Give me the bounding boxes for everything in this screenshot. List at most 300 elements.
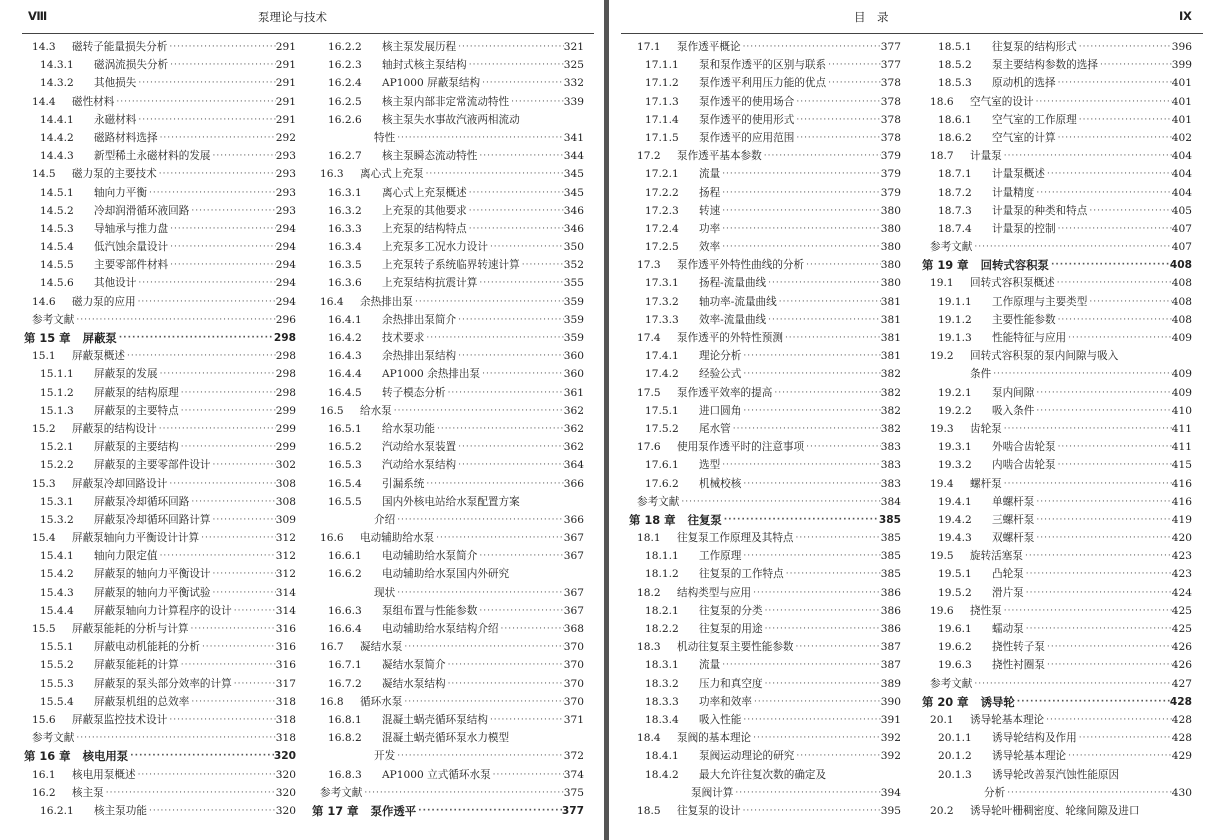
toc-entry[interactable]	[312, 565, 584, 583]
toc-section-title: 工作原理与主要类型	[992, 295, 1088, 308]
toc-section-title: 单螺杆泵	[992, 495, 1035, 508]
toc-section-title: 三螺杆泵	[992, 513, 1035, 526]
toc-entry[interactable]	[312, 93, 584, 111]
toc-entry[interactable]	[629, 565, 901, 583]
toc-entry[interactable]	[24, 675, 296, 693]
toc-section-number: 17.3	[637, 259, 661, 272]
dot-leader	[189, 493, 275, 511]
toc-entry[interactable]	[312, 384, 584, 402]
toc-entry[interactable]	[922, 747, 1192, 765]
toc-entry[interactable]	[922, 129, 1192, 147]
toc-entry[interactable]	[312, 147, 584, 165]
toc-entry[interactable]	[24, 220, 296, 238]
toc-page-number: 416	[1171, 477, 1192, 490]
toc-section-title: 计量泵的控制	[992, 222, 1056, 235]
toc-entry[interactable]	[922, 202, 1192, 220]
toc-entry[interactable]	[922, 547, 1192, 565]
dot-leader	[1087, 293, 1171, 311]
toc-page-number: 384	[880, 495, 901, 508]
toc-page-number: 377	[880, 41, 901, 53]
dot-leader	[147, 802, 276, 820]
dot-leader	[480, 74, 564, 92]
toc-entry[interactable]	[312, 165, 584, 183]
toc-section-title: 吸入条件	[992, 404, 1035, 417]
toc-entry[interactable]	[24, 620, 296, 638]
toc-page-number: 344	[563, 150, 584, 163]
toc-section-title: 泵阀计算	[691, 786, 734, 799]
toc-entry[interactable]	[922, 420, 1192, 438]
dot-leader	[158, 129, 276, 147]
toc-entry[interactable]	[312, 329, 584, 347]
toc-entry[interactable]	[629, 347, 901, 365]
toc-entry[interactable]	[922, 766, 1192, 784]
dot-leader	[467, 220, 564, 238]
toc-entry[interactable]	[24, 365, 296, 383]
toc-page-number: 291	[275, 59, 296, 72]
toc-entry[interactable]	[312, 456, 584, 474]
dot-leader	[766, 274, 881, 292]
toc-entry[interactable]	[629, 693, 901, 711]
toc-section-title: 磁力泵的应用	[72, 295, 136, 308]
toc-section-number: 17.5	[637, 386, 661, 399]
toc-entry[interactable]	[24, 438, 296, 456]
toc-entry[interactable]	[922, 184, 1192, 202]
toc-entry[interactable]	[312, 711, 584, 729]
toc-entry[interactable]	[629, 711, 901, 729]
toc-entry[interactable]	[312, 675, 584, 693]
toc-section-number: 18.7.1	[938, 168, 972, 181]
toc-page-number: 426	[1171, 659, 1192, 672]
dot-leader	[104, 784, 276, 802]
toc-section-title: 电动辅助给水泵	[360, 532, 435, 545]
toc-page-number: 390	[880, 695, 901, 708]
toc-entry[interactable]	[24, 638, 296, 656]
toc-section-number: 18.3	[637, 641, 661, 654]
toc-entry[interactable]	[312, 129, 584, 147]
toc-entry[interactable]	[629, 56, 901, 74]
dot-leader	[446, 656, 564, 674]
toc-section-title: 循环水泵	[360, 695, 403, 708]
toc-entry[interactable]	[922, 56, 1192, 74]
toc-entry[interactable]	[922, 602, 1192, 620]
toc-chapter-entry[interactable]	[922, 693, 1192, 711]
toc-entry[interactable]	[24, 384, 296, 402]
toc-entry[interactable]	[24, 802, 296, 820]
toc-section-title: 泵作透平外特性曲线的分析	[677, 259, 805, 272]
toc-entry[interactable]	[922, 347, 1192, 365]
toc-chapter-entry[interactable]	[922, 256, 1192, 274]
toc-section-title: 转速	[699, 204, 721, 217]
toc-entry[interactable]	[922, 402, 1192, 420]
toc-entry[interactable]	[922, 511, 1192, 529]
toc-entry[interactable]	[629, 620, 901, 638]
toc-entry[interactable]	[629, 493, 901, 511]
left-page-number: Ⅷ	[28, 9, 48, 23]
dot-leader	[491, 766, 564, 784]
toc-entry[interactable]	[629, 747, 901, 765]
toc-page-number: 367	[563, 586, 584, 599]
dot-leader	[1056, 129, 1172, 147]
toc-entry[interactable]	[24, 656, 296, 674]
toc-entry[interactable]	[24, 475, 296, 493]
toc-entry[interactable]	[24, 129, 296, 147]
toc-page-number: 383	[880, 441, 901, 454]
dot-leader	[1034, 384, 1171, 402]
toc-entry[interactable]	[629, 165, 901, 183]
toc-entry[interactable]	[922, 238, 1192, 256]
toc-entry[interactable]	[24, 256, 296, 274]
toc-page-number: 370	[563, 641, 584, 654]
dot-leader	[1034, 402, 1171, 420]
toc-entry[interactable]	[629, 438, 901, 456]
toc-entry[interactable]	[312, 493, 584, 511]
dot-leader	[477, 147, 563, 165]
dot-leader	[763, 620, 881, 638]
dot-leader	[720, 184, 881, 202]
toc-entry[interactable]	[922, 711, 1192, 729]
toc-section-title: 扬程	[699, 186, 721, 199]
toc-page-number: 383	[880, 459, 901, 472]
toc-entry[interactable]	[922, 656, 1192, 674]
toc-entry[interactable]	[24, 547, 296, 565]
toc-entry[interactable]	[922, 729, 1192, 747]
toc-page-number: 316	[275, 623, 296, 635]
toc-page-number: 382	[880, 422, 901, 435]
toc-entry[interactable]	[312, 602, 584, 620]
toc-section-title: 诱导轮叶栅稠密度、轮缘间隙及进口	[970, 804, 1140, 817]
toc-entry[interactable]	[312, 620, 584, 638]
toc-section-number: 15.3.1	[40, 495, 74, 508]
dot-leader	[1049, 256, 1170, 274]
toc-entry[interactable]	[629, 274, 901, 292]
dot-leader	[1118, 347, 1192, 365]
toc-entry[interactable]	[922, 274, 1192, 292]
toc-entry[interactable]	[312, 111, 584, 129]
toc-entry[interactable]	[24, 238, 296, 256]
toc-page-number: 385	[880, 532, 901, 545]
toc-page-number: 428	[1171, 732, 1192, 745]
toc-page-number: 379	[880, 168, 901, 181]
toc-page-number: 382	[880, 404, 901, 417]
toc-entry[interactable]	[312, 347, 584, 365]
toc-entry[interactable]	[24, 729, 296, 747]
toc-entry[interactable]	[24, 293, 296, 311]
toc-entry[interactable]	[312, 638, 584, 656]
dot-leader	[972, 675, 1171, 693]
dot-leader	[1005, 784, 1172, 802]
toc-entry[interactable]	[312, 784, 584, 802]
toc-entry[interactable]	[312, 365, 584, 383]
toc-section-number: 16.4.2	[328, 332, 362, 344]
dot-leader	[168, 238, 276, 256]
toc-entry[interactable]	[629, 38, 901, 56]
toc-entry[interactable]	[24, 38, 296, 56]
toc-entry[interactable]	[629, 147, 901, 165]
toc-entry[interactable]	[24, 93, 296, 111]
dot-leader	[752, 693, 881, 711]
toc-entry[interactable]	[629, 74, 901, 92]
toc-entry[interactable]	[24, 584, 296, 602]
dot-leader	[804, 256, 881, 274]
toc-entry[interactable]	[629, 293, 901, 311]
toc-entry[interactable]	[922, 384, 1192, 402]
toc-entry[interactable]	[922, 438, 1192, 456]
toc-chapter-entry[interactable]	[312, 802, 584, 820]
toc-entry[interactable]	[629, 475, 901, 493]
toc-section-number: 16.2.1	[40, 804, 74, 817]
toc-entry[interactable]	[24, 202, 296, 220]
toc-entry[interactable]	[922, 493, 1192, 511]
toc-section-number: 19.3	[930, 422, 954, 435]
toc-entry[interactable]	[24, 602, 296, 620]
toc-section-title: 转子模态分析	[382, 386, 446, 399]
toc-section-number: 14.5.1	[40, 186, 74, 199]
toc-section-number: 15.5.3	[40, 677, 74, 690]
toc-page-number: 312	[275, 568, 296, 581]
dot-leader	[1077, 111, 1172, 129]
toc-entry[interactable]	[922, 565, 1192, 583]
toc-page-number: 360	[563, 350, 584, 363]
toc-section-title: 核主泵瞬态流动特性	[382, 150, 478, 163]
toc-entry[interactable]	[629, 456, 901, 474]
toc-entry[interactable]	[312, 438, 584, 456]
toc-entry[interactable]	[24, 311, 296, 329]
toc-section-title: 外啮合齿轮泵	[992, 441, 1056, 454]
toc-section-title: 混凝土蜗壳循环泵水力模型	[382, 732, 510, 745]
toc-section-number: 15.2.1	[40, 441, 74, 454]
toc-page-number: 361	[563, 386, 584, 399]
toc-section-number: 17.4.1	[645, 350, 679, 363]
toc-section-title: 机动往复泵主要性能参数	[677, 641, 794, 654]
toc-entry[interactable]	[24, 565, 296, 583]
dot-leader	[434, 529, 564, 547]
toc-entry[interactable]	[922, 220, 1192, 238]
toc-entry[interactable]	[629, 656, 901, 674]
toc-entry[interactable]	[24, 784, 296, 802]
toc-page-number: 360	[563, 368, 584, 381]
toc-entry[interactable]	[629, 111, 901, 129]
toc-entry[interactable]	[922, 475, 1192, 493]
toc-section-title: 屏蔽泵的轴向力平衡试验	[94, 586, 211, 599]
toc-entry[interactable]	[24, 511, 296, 529]
toc-section-number: 19.1	[930, 277, 954, 290]
toc-entry[interactable]	[629, 602, 901, 620]
toc-entry[interactable]	[312, 547, 584, 565]
toc-entry[interactable]	[24, 147, 296, 165]
toc-entry[interactable]	[24, 274, 296, 292]
toc-page-number: 386	[880, 604, 901, 617]
toc-entry[interactable]	[922, 802, 1192, 820]
toc-entry[interactable]	[312, 74, 584, 92]
toc-entry[interactable]	[312, 529, 584, 547]
toc-section-number: 17.6.1	[645, 459, 679, 472]
toc-entry[interactable]	[312, 656, 584, 674]
toc-entry[interactable]	[312, 311, 584, 329]
toc-section-title: 空气室的工作原理	[992, 113, 1077, 126]
toc-entry[interactable]	[922, 675, 1192, 693]
toc-section-title: 参考文献	[930, 241, 973, 254]
toc-entry[interactable]	[24, 74, 296, 92]
toc-entry[interactable]	[922, 784, 1192, 802]
toc-entry[interactable]	[922, 38, 1192, 56]
toc-entry[interactable]	[629, 129, 901, 147]
toc-section-title: 泵组布置与性能参数	[382, 604, 478, 617]
toc-entry[interactable]	[24, 184, 296, 202]
toc-entry[interactable]	[629, 202, 901, 220]
toc-section-number: 14.5.2	[40, 204, 74, 217]
toc-entry[interactable]	[312, 402, 584, 420]
toc-page-number: 402	[1171, 131, 1192, 144]
toc-page-number: 428	[1171, 713, 1192, 726]
toc-entry[interactable]	[629, 802, 901, 820]
toc-entry[interactable]	[922, 329, 1192, 347]
toc-entry[interactable]	[629, 256, 901, 274]
toc-entry[interactable]	[629, 93, 901, 111]
toc-section-number: 15.5.4	[40, 695, 74, 708]
toc-chapter-entry[interactable]	[24, 747, 296, 765]
toc-entry[interactable]	[24, 111, 296, 129]
toc-entry[interactable]	[629, 638, 901, 656]
toc-entry[interactable]	[24, 693, 296, 711]
toc-entry[interactable]	[629, 420, 901, 438]
dot-leader	[157, 165, 276, 183]
toc-entry[interactable]	[922, 365, 1192, 383]
toc-page-number: 383	[880, 477, 901, 490]
toc-entry[interactable]	[629, 729, 901, 747]
toc-entry[interactable]	[312, 38, 584, 56]
toc-entry[interactable]	[312, 220, 584, 238]
toc-entry[interactable]	[922, 620, 1192, 638]
toc-section-number: 18.6	[930, 95, 954, 108]
toc-entry[interactable]	[312, 184, 584, 202]
toc-section-number: 19.4	[930, 477, 954, 490]
toc-entry[interactable]	[629, 311, 901, 329]
toc-entry[interactable]	[24, 402, 296, 420]
toc-section-number: 18.4	[637, 732, 661, 745]
toc-entry[interactable]	[312, 766, 584, 784]
toc-section-number: 15.4.2	[40, 568, 74, 581]
toc-entry[interactable]	[629, 184, 901, 202]
toc-entry[interactable]	[312, 475, 584, 493]
toc-entry[interactable]	[312, 747, 584, 765]
toc-section-number: 14.5.4	[40, 241, 74, 254]
dot-leader	[128, 747, 274, 765]
toc-entry[interactable]	[922, 529, 1192, 547]
toc-section-number: 15.1.2	[40, 386, 74, 399]
toc-entry[interactable]	[24, 493, 296, 511]
dot-leader	[783, 329, 881, 347]
toc-section-number: 19.5.2	[938, 586, 972, 599]
toc-entry[interactable]	[24, 56, 296, 74]
toc-entry[interactable]	[629, 784, 901, 802]
dot-leader	[147, 184, 276, 202]
dot-leader	[1055, 274, 1172, 292]
toc-entry[interactable]	[24, 420, 296, 438]
toc-entry[interactable]	[312, 584, 584, 602]
toc-entry[interactable]	[312, 202, 584, 220]
toc-entry[interactable]	[629, 384, 901, 402]
toc-entry[interactable]	[922, 111, 1192, 129]
toc-chapter-entry[interactable]	[629, 511, 901, 529]
toc-entry[interactable]	[629, 675, 901, 693]
dot-leader	[74, 311, 275, 329]
dot-leader	[520, 256, 564, 274]
toc-entry[interactable]	[24, 766, 296, 784]
toc-entry[interactable]	[922, 311, 1192, 329]
toc-page-number: 294	[275, 222, 296, 235]
toc-section-number: 15.1.1	[40, 368, 74, 381]
toc-entry[interactable]	[24, 711, 296, 729]
toc-entry[interactable]	[629, 402, 901, 420]
toc-section-title: 轴功率-流量曲线	[699, 295, 777, 308]
toc-entry[interactable]	[629, 220, 901, 238]
toc-entry[interactable]	[312, 56, 584, 74]
toc-page-number: 362	[563, 441, 584, 454]
toc-section-number: 18.2.1	[645, 604, 679, 617]
toc-section-title: 泵主要结构参数的选择	[992, 59, 1098, 72]
toc-section-number: 19.3.1	[938, 441, 972, 454]
toc-page-number: 346	[563, 204, 584, 217]
toc-entry[interactable]	[312, 693, 584, 711]
toc-section-number: 19.6.2	[938, 641, 972, 654]
toc-entry[interactable]	[922, 147, 1192, 165]
toc-entry[interactable]	[922, 74, 1192, 92]
toc-entry[interactable]	[312, 238, 584, 256]
toc-section-title: 往复泵的分类	[699, 604, 763, 617]
toc-entry[interactable]	[629, 365, 901, 383]
toc-entry[interactable]	[24, 165, 296, 183]
dot-leader	[488, 238, 564, 256]
toc-section-number: 16.6.3	[328, 604, 362, 617]
toc-entry[interactable]	[629, 238, 901, 256]
dot-leader	[424, 475, 563, 493]
toc-page-number: 399	[1171, 59, 1192, 72]
toc-chapter-entry[interactable]	[24, 329, 296, 347]
toc-entry[interactable]	[629, 529, 901, 547]
toc-entry[interactable]	[24, 529, 296, 547]
dot-leader	[1045, 638, 1172, 656]
toc-section-title: 往复泵的工作特点	[699, 568, 784, 581]
dot-leader	[741, 402, 880, 420]
toc-entry[interactable]	[312, 729, 584, 747]
dot-leader	[733, 784, 880, 802]
toc-entry[interactable]	[922, 638, 1192, 656]
dot-leader	[1034, 529, 1171, 547]
toc-entry[interactable]	[922, 165, 1192, 183]
toc-entry[interactable]	[629, 584, 901, 602]
toc-section-title: 泵作透平利用压力能的优点	[699, 77, 827, 90]
toc-entry[interactable]	[922, 584, 1192, 602]
toc-entry[interactable]	[24, 347, 296, 365]
toc-entry[interactable]	[629, 329, 901, 347]
toc-section-number: 17.1	[637, 41, 661, 53]
toc-entry[interactable]	[312, 511, 584, 529]
toc-entry[interactable]	[629, 766, 901, 784]
toc-section-title: AP1000 屏蔽泵结构	[382, 77, 481, 90]
toc-page-number: 317	[275, 677, 296, 690]
toc-entry[interactable]	[922, 93, 1192, 111]
toc-entry[interactable]	[312, 293, 584, 311]
toc-entry[interactable]	[312, 256, 584, 274]
dot-leader	[741, 802, 881, 820]
toc-entry[interactable]	[922, 293, 1192, 311]
toc-entry[interactable]	[922, 456, 1192, 474]
dot-leader	[1002, 147, 1172, 165]
toc-entry[interactable]	[312, 420, 584, 438]
toc-entry[interactable]	[629, 547, 901, 565]
toc-entry[interactable]	[312, 274, 584, 292]
toc-entry[interactable]	[24, 456, 296, 474]
